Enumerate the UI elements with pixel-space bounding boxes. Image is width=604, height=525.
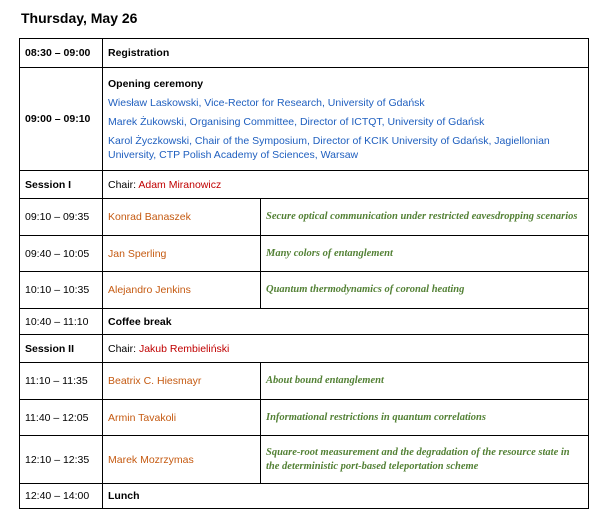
- time-cell: 09:00 – 09:10: [20, 68, 103, 171]
- talk-row: [20, 199, 589, 236]
- time-cell: 10:40 – 11:10: [20, 309, 103, 335]
- registration-label: Registration: [103, 39, 589, 68]
- talk-row: [20, 436, 589, 484]
- registration-row: [20, 39, 589, 68]
- chair-cell: [103, 171, 589, 199]
- opening-speaker: Wiesław Laskowski, Vice-Rector for Research, University of Gdańsk: [108, 96, 425, 109]
- talk-title: Secure optical communication under restricted eavesdropping scenarios: [261, 199, 589, 236]
- opening-title: Opening ceremony: [108, 77, 204, 90]
- talk-row: [20, 236, 589, 272]
- chair-label: Chair:: [108, 178, 137, 191]
- lunch-label: Lunch: [103, 484, 589, 509]
- chair-label: Chair:: [108, 342, 137, 355]
- talk-title: About bound entanglement: [261, 363, 589, 400]
- speaker-cell: Beatrix C. Hiesmayr: [103, 363, 261, 400]
- chair-cell: [103, 335, 589, 363]
- coffee-label: Coffee break: [103, 309, 589, 335]
- talk-title: Square-root measurement and the degradation of the resource state in the deterministic port-based teleportation scheme: [261, 436, 589, 484]
- schedule-table: [19, 38, 589, 509]
- coffee-row: [20, 309, 589, 335]
- speaker-cell: Armin Tavakoli: [103, 400, 261, 436]
- time-cell: 11:10 – 11:35: [20, 363, 103, 400]
- session-header-row: [20, 335, 589, 363]
- speaker-cell: Alejandro Jenkins: [103, 272, 261, 309]
- chair-name: Adam Miranowicz: [138, 178, 222, 191]
- time-cell: 12:10 – 12:35: [20, 436, 103, 484]
- session-header-row: [20, 171, 589, 199]
- talk-row: [20, 272, 589, 309]
- chair-name: Jakub Rembieliński: [138, 342, 230, 355]
- day-title: Thursday, May 26: [21, 10, 138, 26]
- time-cell: 12:40 – 14:00: [20, 484, 103, 509]
- talk-title: Many colors of entanglement: [261, 236, 589, 272]
- talk-title: Quantum thermodynamics of coronal heating: [261, 272, 589, 309]
- time-cell: 09:10 – 09:35: [20, 199, 103, 236]
- lunch-row: [20, 484, 589, 509]
- time-cell: 09:40 – 10:05: [20, 236, 103, 272]
- session-label: Session I: [20, 171, 103, 199]
- time-cell: 11:40 – 12:05: [20, 400, 103, 436]
- speaker-cell: Jan Sperling: [103, 236, 261, 272]
- talk-title: Informational restrictions in quantum correlations: [261, 400, 589, 436]
- speaker-cell: Konrad Banaszek: [103, 199, 261, 236]
- opening-cell: [103, 68, 589, 171]
- talk-row: [20, 363, 589, 400]
- time-cell: 10:10 – 10:35: [20, 272, 103, 309]
- opening-speaker: Marek Żukowski, Organising Committee, Director of ICTQT, University of Gdańsk: [108, 115, 485, 128]
- session-label: Session II: [20, 335, 103, 363]
- time-cell: 08:30 – 09:00: [20, 39, 103, 68]
- opening-row: [20, 68, 589, 171]
- speaker-cell: Marek Mozrzymas: [103, 436, 261, 484]
- opening-speaker: Karol Życzkowski, Chair of the Symposium, Director of KCIK University of Gdańsk, Jagiellonian University, CTP Polish Academy of Sciences, Warsaw: [108, 134, 550, 161]
- talk-row: [20, 400, 589, 436]
